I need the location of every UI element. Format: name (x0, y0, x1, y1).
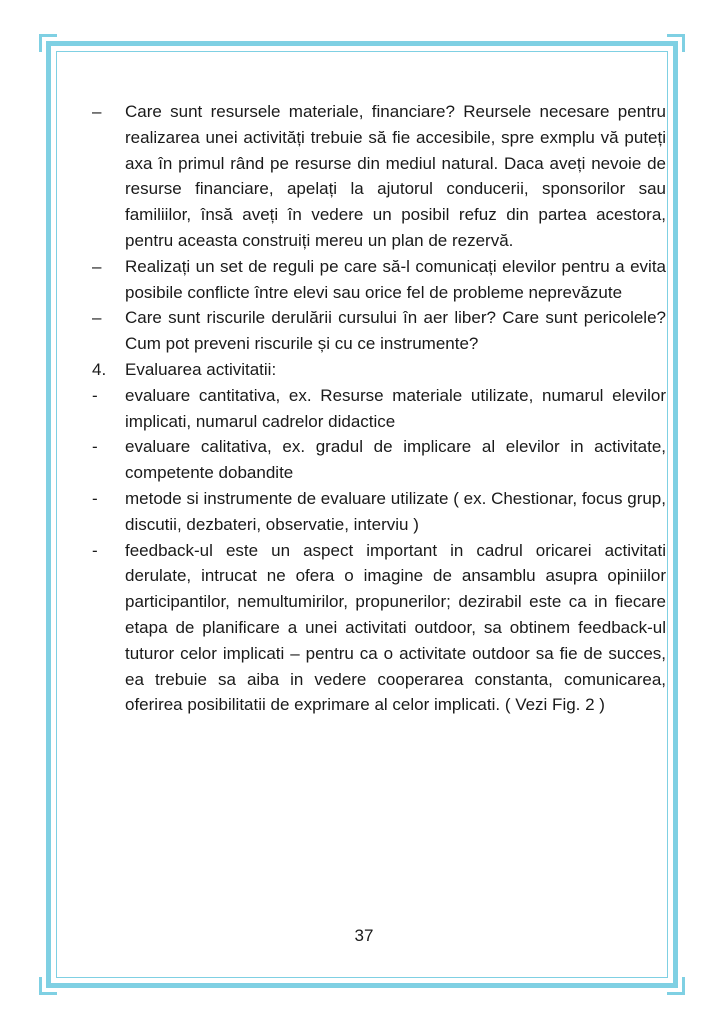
list-item (92, 305, 666, 357)
list-marker: – (92, 308, 102, 328)
section-number: 4. (92, 359, 107, 379)
section-heading-text: Evaluarea activitatii: (125, 359, 277, 379)
list-marker: - (92, 488, 98, 508)
list-item (92, 254, 666, 306)
list-item (92, 434, 666, 486)
section-heading (92, 357, 666, 383)
list-marker: – (92, 256, 102, 276)
list-marker: – (92, 102, 102, 121)
list-item-text: feedback-ul este un aspect important in cadrul oricarei activitati derulate, intrucat ne ofera o imagine de ansamblu asupra opiniilor participantilor, nemultumirilor, propunerilor; dezirabil este ca in fiecare etapa de planificare a unei activitati outdoor, sa obtinem feedback-ul tuturor celor implicati – pentru ca o activitate outdoor sa fie de succes, ea trebuie sa aiba in vedere cooperarea constanta, comunicarea, oferirea posibilitatii de exprimare al celor implicati. ( Vezi Fig. 2 ) (125, 540, 666, 715)
list-item (92, 99, 666, 254)
list-item-text: Care sunt resursele materiale, financiare? Reursele necesare pentru realizarea unei activități trebuie să fie accesibile, spre exmplu vă puteți axa în primul rând pe resurse din mediul natural. Daca aveți nevoie de resurse financiare, apelați la ajutorul conducerii, sponsorilor sau familiilor, însă aveți în vedere un posibil refuz din partea acestora, pentru aceasta construiți mereu un plan de rezervă. (125, 102, 666, 250)
list-item-text: Care sunt riscurile derulării cursului în aer liber? Care sunt pericolele? Cum pot preveni riscurile și cu ce instrumente? (125, 308, 666, 354)
list-marker: - (92, 540, 98, 560)
page-number: 37 (354, 926, 374, 945)
list-item-text: Realizați un set de reguli pe care să-l comunicați elevilor pentru a evita posibile conflicte între elevi sau orice fel de probleme neprevăzute (125, 256, 666, 302)
list-marker: - (92, 437, 98, 457)
list-item-text: evaluare cantitativa, ex. Resurse materiale utilizate, numarul elevilor implicati, numarul cadrelor didactice (125, 385, 666, 431)
page-content (92, 99, 666, 718)
list-marker: - (92, 385, 98, 405)
list-item-text: evaluare calitativa, ex. gradul de implicare al elevilor in activitate, competente dobandite (125, 437, 666, 483)
list-item (92, 486, 666, 538)
list-item-text: metode si instrumente de evaluare utilizate ( ex. Chestionar, focus grup, discutii, dezbateri, observatie, interviu ) (125, 488, 666, 534)
list-item (92, 383, 666, 435)
list-item (92, 538, 666, 719)
